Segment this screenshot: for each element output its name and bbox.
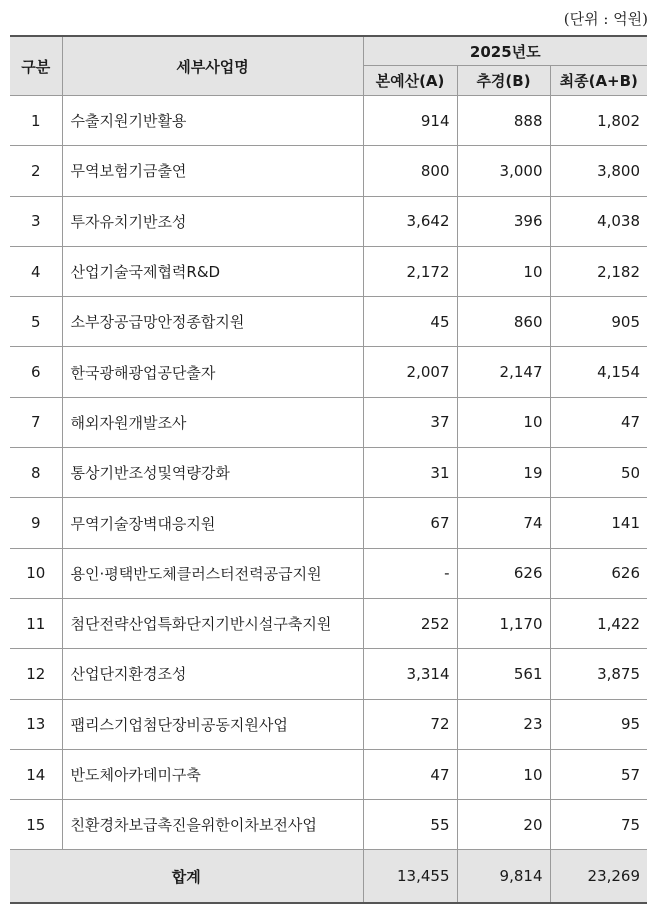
total-row: [10, 850, 647, 904]
row-main-budget: 72: [363, 699, 457, 749]
row-main-budget: 252: [363, 598, 457, 648]
column-header-no: 구분: [10, 36, 62, 96]
row-supplementary: 10: [457, 749, 550, 799]
row-supplementary: 860: [457, 297, 550, 347]
row-number: 3: [10, 196, 62, 246]
row-final: 3,875: [550, 649, 647, 699]
column-header-supplementary: 추경(B): [457, 66, 550, 96]
table-footer: [10, 850, 647, 904]
table-row: [10, 96, 647, 146]
row-project-name: 무역보험기금출연: [62, 146, 363, 196]
row-final: 2,182: [550, 246, 647, 296]
column-header-final: 최종(A+B): [550, 66, 647, 96]
row-final: 1,422: [550, 598, 647, 648]
row-project-name: 무역기술장벽대응지원: [62, 498, 363, 548]
row-number: 11: [10, 598, 62, 648]
row-supplementary: 23: [457, 699, 550, 749]
table-row: [10, 699, 647, 749]
row-main-budget: 2,172: [363, 246, 457, 296]
row-main-budget: 55: [363, 800, 457, 850]
row-number: 9: [10, 498, 62, 548]
table-row: [10, 498, 647, 548]
table-row: [10, 146, 647, 196]
row-number: 7: [10, 397, 62, 447]
row-supplementary: 888: [457, 96, 550, 146]
row-final: 3,800: [550, 146, 647, 196]
total-label: 합계: [10, 850, 363, 904]
row-main-budget: 3,314: [363, 649, 457, 699]
row-number: 13: [10, 699, 62, 749]
row-main-budget: 914: [363, 96, 457, 146]
row-final: 47: [550, 397, 647, 447]
row-main-budget: 37: [363, 397, 457, 447]
row-main-budget: 45: [363, 297, 457, 347]
row-main-budget: 2,007: [363, 347, 457, 397]
row-supplementary: 396: [457, 196, 550, 246]
row-number: 14: [10, 749, 62, 799]
row-final: 141: [550, 498, 647, 548]
table-row: [10, 548, 647, 598]
row-project-name: 산업단지환경조성: [62, 649, 363, 699]
table-row: [10, 246, 647, 296]
row-supplementary: 10: [457, 246, 550, 296]
row-number: 6: [10, 347, 62, 397]
row-number: 1: [10, 96, 62, 146]
column-header-main-budget: 본예산(A): [363, 66, 457, 96]
row-final: 905: [550, 297, 647, 347]
column-header-name: 세부사업명: [62, 36, 363, 96]
row-main-budget: 67: [363, 498, 457, 548]
table-row: [10, 347, 647, 397]
total-final: 23,269: [550, 850, 647, 904]
row-main-budget: 3,642: [363, 196, 457, 246]
row-supplementary: 10: [457, 397, 550, 447]
row-supplementary: 20: [457, 800, 550, 850]
row-project-name: 해외자원개발조사: [62, 397, 363, 447]
table-row: [10, 749, 647, 799]
row-supplementary: 561: [457, 649, 550, 699]
table-row: [10, 196, 647, 246]
row-final: 1,802: [550, 96, 647, 146]
row-project-name: 통상기반조성및역량강화: [62, 448, 363, 498]
row-supplementary: 3,000: [457, 146, 550, 196]
row-final: 57: [550, 749, 647, 799]
row-final: 95: [550, 699, 647, 749]
row-project-name: 팹리스기업첨단장비공동지원사업: [62, 699, 363, 749]
row-number: 8: [10, 448, 62, 498]
total-main-budget: 13,455: [363, 850, 457, 904]
row-number: 2: [10, 146, 62, 196]
table-row: [10, 397, 647, 447]
table-row: [10, 297, 647, 347]
row-supplementary: 626: [457, 548, 550, 598]
budget-table: [10, 35, 647, 904]
row-main-budget: 47: [363, 749, 457, 799]
row-final: 626: [550, 548, 647, 598]
total-supplementary: 9,814: [457, 850, 550, 904]
row-main-budget: 31: [363, 448, 457, 498]
column-header-year: 2025년도: [363, 36, 647, 66]
row-project-name: 수출지원기반활용: [62, 96, 363, 146]
row-main-budget: -: [363, 548, 457, 598]
unit-note: (단위 : 억원): [563, 10, 648, 28]
row-final: 4,038: [550, 196, 647, 246]
row-main-budget: 800: [363, 146, 457, 196]
row-project-name: 투자유치기반조성: [62, 196, 363, 246]
table-header: [10, 36, 647, 96]
row-final: 75: [550, 800, 647, 850]
table-row: [10, 598, 647, 648]
row-supplementary: 1,170: [457, 598, 550, 648]
row-final: 50: [550, 448, 647, 498]
table-row: [10, 649, 647, 699]
row-project-name: 첨단전략산업특화단지기반시설구축지원: [62, 598, 363, 648]
row-number: 10: [10, 548, 62, 598]
row-project-name: 친환경차보급촉진을위한이차보전사업: [62, 800, 363, 850]
row-final: 4,154: [550, 347, 647, 397]
row-supplementary: 19: [457, 448, 550, 498]
row-supplementary: 2,147: [457, 347, 550, 397]
table-body: [10, 96, 647, 850]
row-project-name: 반도체아카데미구축: [62, 749, 363, 799]
row-number: 4: [10, 246, 62, 296]
table-row: [10, 448, 647, 498]
row-project-name: 소부장공급망안정종합지원: [62, 297, 363, 347]
row-project-name: 산업기술국제협력R&D: [62, 246, 363, 296]
row-supplementary: 74: [457, 498, 550, 548]
row-project-name: 용인·평택반도체클러스터전력공급지원: [62, 548, 363, 598]
table-row: [10, 800, 647, 850]
row-number: 12: [10, 649, 62, 699]
row-number: 5: [10, 297, 62, 347]
row-project-name: 한국광해광업공단출자: [62, 347, 363, 397]
row-number: 15: [10, 800, 62, 850]
